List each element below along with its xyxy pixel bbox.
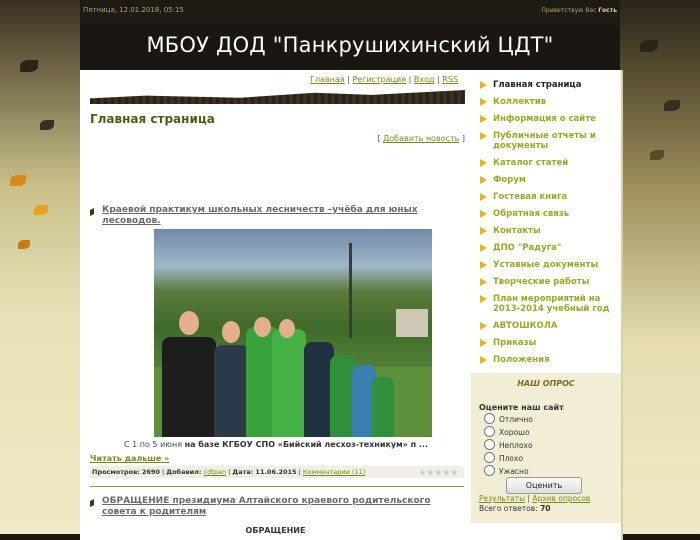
add-news: [ Добавить новость ] — [377, 134, 465, 143]
arrow-icon — [480, 356, 487, 364]
star-icon[interactable] — [451, 469, 458, 476]
rating-stars[interactable] — [418, 468, 458, 480]
main-content — [80, 70, 471, 540]
sidebar-item-public-reports[interactable]: Публичные отчеты и документы — [480, 131, 620, 151]
arrow-icon — [480, 244, 487, 252]
link-login[interactable]: Вход — [413, 75, 435, 84]
arrow-icon — [480, 339, 487, 347]
page-title: Главная страница — [90, 112, 215, 126]
right-floral-decoration — [620, 0, 700, 534]
brush-divider — [90, 90, 465, 104]
radio-button[interactable] — [484, 426, 495, 437]
news-title-2[interactable]: ОБРАЩЕНИЕ президиума Алтайского краевого родительского совета к родителям — [102, 496, 431, 517]
star-icon[interactable] — [427, 469, 434, 476]
arrow-icon — [480, 227, 487, 235]
poll-option[interactable]: Ужасно — [484, 465, 529, 476]
sidebar-item-driving-school[interactable]: АВТОШКОЛА — [480, 321, 620, 331]
greeting: Приветствую Вас Гость — [541, 7, 617, 14]
sidebar-item-orders[interactable]: Приказы — [480, 338, 620, 348]
poll-total: Всего ответов: 70 — [479, 504, 551, 513]
radio-button[interactable] — [484, 439, 495, 450]
read-more-link[interactable]: Читать дальше » — [90, 454, 170, 463]
vote-button[interactable]: Оценить — [506, 477, 582, 494]
star-icon[interactable] — [435, 469, 442, 476]
star-icon[interactable] — [443, 469, 450, 476]
current-date: Пятница, 12.01.2018, 05:15 — [83, 6, 184, 14]
sidebar-item-home[interactable]: Главная страница — [480, 80, 620, 90]
radio-button[interactable] — [484, 413, 495, 424]
site-title: МБОУ ДОД "Панкрушихинский ЦДТ" — [146, 33, 554, 57]
arrow-icon — [480, 210, 487, 218]
top-links: Главная | Регистрация | Вход | RSS — [310, 75, 458, 84]
poll-archive-link[interactable]: Архив опросов — [532, 494, 591, 503]
news-body-heading: ОБРАЩЕНИЕ — [245, 526, 306, 535]
arrow-icon — [480, 176, 487, 184]
sidebar-item-creative-works[interactable]: Творческие работы — [480, 277, 620, 287]
poll-option[interactable]: Отлично — [484, 413, 533, 424]
sidebar-item-site-info[interactable]: Информация о сайте — [480, 114, 620, 124]
left-floral-decoration — [0, 0, 80, 534]
arrow-icon — [480, 132, 487, 140]
arrow-icon — [480, 295, 487, 303]
power-mast — [349, 243, 352, 338]
sidebar-item-event-plan[interactable]: План мероприятий на 2013-2014 учебный год — [480, 294, 620, 314]
add-news-link[interactable]: Добавить новость — [383, 134, 460, 143]
arrow-icon — [480, 98, 487, 106]
arrow-icon — [480, 159, 487, 167]
poll-title: НАШ ОПРОС — [517, 379, 575, 388]
sidebar-item-forum[interactable]: Форум — [480, 175, 620, 185]
link-register[interactable]: Регистрация — [352, 75, 407, 84]
sidebar-item-raduga[interactable]: ДПО "Радуга" — [480, 243, 620, 253]
comments-link[interactable]: Комментарии (11) — [302, 468, 366, 476]
news-excerpt: С 1 по 5 июня на базе КГБОУ СПО «Бийский лесхоз-техникум» п ... Читать дальше » — [90, 440, 429, 463]
sidebar-item-regulations[interactable]: Положения — [480, 355, 620, 365]
radio-button[interactable] — [484, 452, 495, 463]
news-meta: Просмотров: 2690 | Добавил: cdtpan | Дата: 11.06.2015 | Комментарии (11) — [90, 466, 464, 478]
author-link[interactable]: cdtpan — [203, 468, 227, 476]
arrow-icon — [480, 193, 487, 201]
poll-results-link[interactable]: Результаты — [479, 494, 526, 503]
arrow-icon — [480, 278, 487, 286]
greeting-user: Гость — [598, 7, 617, 14]
poll-links: Результаты | Архив опросов — [479, 494, 591, 503]
sidebar-item-feedback[interactable]: Обратная связь — [480, 209, 620, 219]
news-photo[interactable] — [154, 229, 432, 437]
building — [396, 309, 428, 337]
poll-question: Оцените наш сайт — [479, 403, 564, 412]
sidebar-item-guestbook[interactable]: Гостевая книга — [480, 192, 620, 202]
arrow-icon — [480, 115, 487, 123]
news-divider — [90, 486, 464, 487]
sidebar-item-team[interactable]: Коллектив — [480, 97, 620, 107]
poll-option[interactable]: Неплохо — [484, 439, 533, 450]
radio-button[interactable] — [484, 465, 495, 476]
news-title-1[interactable]: Краевой практикум школьных лесничеств –учёба для юных лесоводов. — [102, 205, 418, 226]
sidebar-item-articles[interactable]: Каталог статей — [480, 158, 620, 168]
poll-option[interactable]: Хорошо — [484, 426, 530, 437]
sidebar-item-contacts[interactable]: Контакты — [480, 226, 620, 236]
sidebar-menu — [480, 80, 620, 372]
arrow-icon — [480, 261, 487, 269]
star-icon[interactable] — [419, 469, 426, 476]
arrow-icon — [480, 322, 487, 330]
link-rss[interactable]: RSS — [442, 75, 458, 84]
sidebar-item-charter-docs[interactable]: Уставные документы — [480, 260, 620, 270]
arrow-icon — [480, 81, 487, 89]
link-home[interactable]: Главная — [310, 75, 345, 84]
poll-block — [471, 373, 621, 523]
poll-option[interactable]: Плохо — [484, 452, 523, 463]
